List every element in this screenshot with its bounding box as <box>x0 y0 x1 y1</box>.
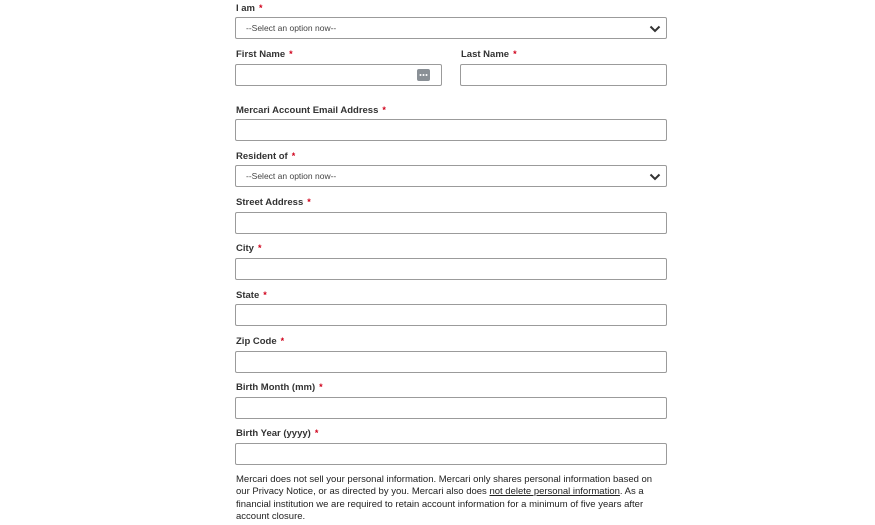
email-field[interactable] <box>235 119 667 141</box>
required-asterisk: * <box>259 3 263 13</box>
email-input[interactable] <box>236 120 666 140</box>
privacy-notice <box>236 474 666 523</box>
birth-month-label: Birth Month (mm) * <box>236 382 323 393</box>
state-label: State * <box>236 290 267 301</box>
last-name-field[interactable] <box>460 64 667 86</box>
birth-year-field[interactable] <box>235 443 667 465</box>
email-label: Mercari Account Email Address * <box>236 105 386 116</box>
street-address-label: Street Address * <box>236 197 311 208</box>
resident-of-label: Resident of * <box>236 151 296 162</box>
state-input[interactable] <box>236 305 666 325</box>
birth-year-label: Birth Year (yyyy) * <box>236 428 319 439</box>
street-address-input[interactable] <box>236 213 666 233</box>
resident-of-select-value: --Select an option now-- <box>246 171 337 181</box>
not-delete-link[interactable]: not delete personal information <box>489 486 620 498</box>
city-input[interactable] <box>236 259 666 279</box>
privacy-notice-text-end: . As a financial institution we are required to retain account information for a minimum of five years after account closure. <box>236 486 644 522</box>
birth-month-field[interactable] <box>235 397 667 419</box>
required-asterisk: * <box>307 197 311 207</box>
birth-month-input[interactable] <box>236 398 666 418</box>
required-asterisk: * <box>382 105 386 115</box>
resident-of-select[interactable] <box>235 165 667 187</box>
city-label: City * <box>236 243 262 254</box>
privacy-notice-text: Mercari does not sell your personal information. Mercari only shares personal information based on our Privacy Notice, or as directed by you. Mercari also does <box>236 474 653 498</box>
required-asterisk: * <box>314 428 319 438</box>
street-address-field[interactable] <box>235 212 667 234</box>
birth-year-input[interactable] <box>236 444 666 464</box>
last-name-input[interactable] <box>461 65 666 85</box>
i-am-label: I am * <box>236 3 263 14</box>
required-asterisk: * <box>291 151 296 161</box>
required-asterisk: * <box>280 336 285 346</box>
first-name-input[interactable] <box>236 65 441 85</box>
first-name-label: First Name * <box>236 49 293 60</box>
password-manager-dots-icon[interactable] <box>417 69 430 81</box>
required-asterisk: * <box>319 382 323 392</box>
zip-code-input[interactable] <box>236 352 666 372</box>
last-name-label: Last Name * <box>461 49 517 60</box>
first-name-field[interactable] <box>235 64 442 86</box>
i-am-select-value: --Select an option now-- <box>246 23 337 33</box>
i-am-select[interactable] <box>235 17 667 39</box>
required-asterisk: * <box>513 49 517 59</box>
zip-code-label: Zip Code * <box>236 336 285 347</box>
chevron-down-icon <box>648 22 662 36</box>
city-field[interactable] <box>235 258 667 280</box>
state-field[interactable] <box>235 304 667 326</box>
required-asterisk: * <box>257 243 262 253</box>
zip-code-field[interactable] <box>235 351 667 373</box>
chevron-down-icon <box>648 170 662 184</box>
required-asterisk: * <box>289 49 293 59</box>
required-asterisk: * <box>263 290 267 300</box>
